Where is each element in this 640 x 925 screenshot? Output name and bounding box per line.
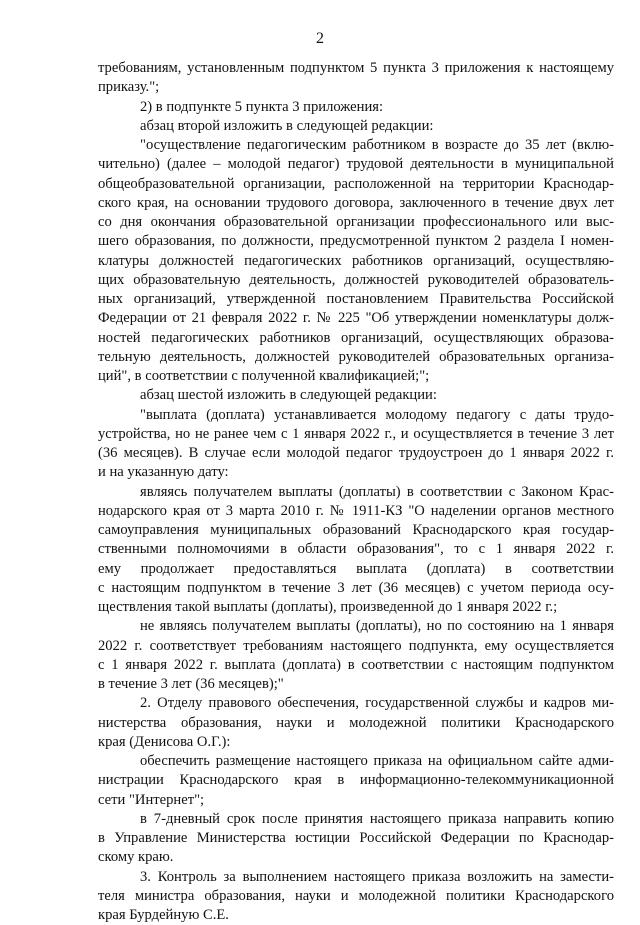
text-line: обеспечить размещение настоящего приказа на официальном сайте адми- [140, 753, 614, 769]
text-line: абзац шестой изложить в следующей редакции: [140, 387, 437, 404]
text-line: 2. Отделу правового обеспечения, государственной службы и кадров ми- [140, 695, 614, 712]
text-line: приказу."; [98, 79, 160, 96]
text-line: чительно) (далее – молодой педагог) трудовой деятельности в муниципальной [98, 156, 614, 173]
text-line: теля министра образования, науки и молодежной политики Краснодарского [98, 887, 614, 904]
text-line: ностей педагогических работников организаций, осуществляющих образова- [98, 329, 614, 346]
text-line: "осуществление педагогическим работником в возрасте до 35 лет (вклю- [140, 137, 614, 153]
text-line: требованиям, установленным подпунктом 5 пункта 3 приложения к настоящему [98, 60, 614, 76]
text-line: устройства, но не ранее чем с 1 января 2022 г., и осуществляется в течение 3 лет [98, 425, 614, 442]
text-line: сети "Интернет"; [98, 791, 205, 808]
text-line: ных организаций, утвержденной постановлением Правительства Российской [98, 291, 614, 307]
text-line: щих образовательную деятельность, должностей руководителей образователь- [98, 271, 614, 288]
text-line: (36 месяцев). В случае если молодой педагог трудоустроен до 1 января 2022 г. [98, 445, 614, 461]
text-line: шего образования, по должности, предусмотренной пунктом 2 раздела I номен- [98, 233, 614, 250]
text-line: и на указанную дату: [98, 464, 229, 481]
text-line: с 1 января 2022 г. выплата (доплата) в соответствии с настоящим подпунктом [98, 656, 614, 673]
text-line: края Бурдейную С.Е. [98, 907, 229, 923]
text-line: ществления такой выплаты (доплаты), произведенной до 1 января 2022 г.; [98, 599, 558, 615]
text-line: не являясь получателем выплаты (доплаты), но по состоянию на 1 января [140, 618, 614, 635]
text-line: в 7-дневный срок после принятия настоящего приказа направить копию [140, 810, 614, 827]
text-line: общеобразовательной организации, расположенной на территории Краснодар- [98, 175, 614, 192]
text-line: со дня окончания образовательной организации профессионального или выс- [98, 214, 614, 230]
text-line: ского края, на основании трудового договора, заключенного в течение двух лет [98, 194, 614, 211]
text-line: нодарского края от 3 марта 2010 г. № 1911-КЗ "О наделении органов местного [98, 502, 614, 519]
text-line: абзац второй изложить в следующей редакции: [140, 117, 434, 134]
text-line: нистрации Краснодарского края в информационно-телекоммуникационной [98, 772, 614, 789]
text-line: в течение 3 лет (36 месяцев);" [98, 676, 284, 692]
text-line: ций", в соответствии с полученной квалификацией;"; [98, 368, 430, 384]
text-line: клатуры должностей педагогических работников организаций, осуществляю- [98, 252, 614, 269]
text-line: самоуправления муниципальных образований Краснодарского края государ- [98, 522, 614, 538]
text-line: скому краю. [98, 849, 174, 866]
text-line: нистерства образования, науки и молодежной политики Краснодарского [98, 714, 614, 731]
text-line: ему продолжает предоставляться выплата (доплата) в соответствии [98, 560, 614, 577]
text-line: 2022 г. соответствует требованиям настоящего подпункта, ему осуществляется [98, 637, 614, 654]
text-line: 2) в подпункте 5 пункта 3 приложения: [140, 98, 384, 115]
text-line: в Управление Министерства юстиции Российской Федерации по Краснодар- [98, 830, 614, 846]
text-line: являясь получателем выплаты (доплаты) в соответствии с Законом Крас- [140, 483, 614, 500]
text-line: тельную деятельность, должностей руководителей образовательных организа- [98, 348, 614, 365]
text-line: Федерации от 21 февраля 2022 г. № 225 "Об утверждении номенклатуры долж- [98, 310, 614, 327]
text-line: края (Денисова О.Г.): [98, 733, 231, 750]
page-number: 2 [316, 30, 324, 47]
text-line: 3. Контроль за выполнением настоящего приказа возложить на замести- [140, 868, 614, 885]
document-body [98, 59, 614, 925]
text-line: ственными полномочиями в области образования", то с 1 января 2022 г. [98, 541, 614, 558]
text-line: "выплата (доплата) устанавливается молодому педагогу с даты трудо- [140, 406, 614, 423]
text-line: с настоящим подпунктом в течение 3 лет (36 месяцев) с учетом периода осу- [98, 579, 614, 596]
